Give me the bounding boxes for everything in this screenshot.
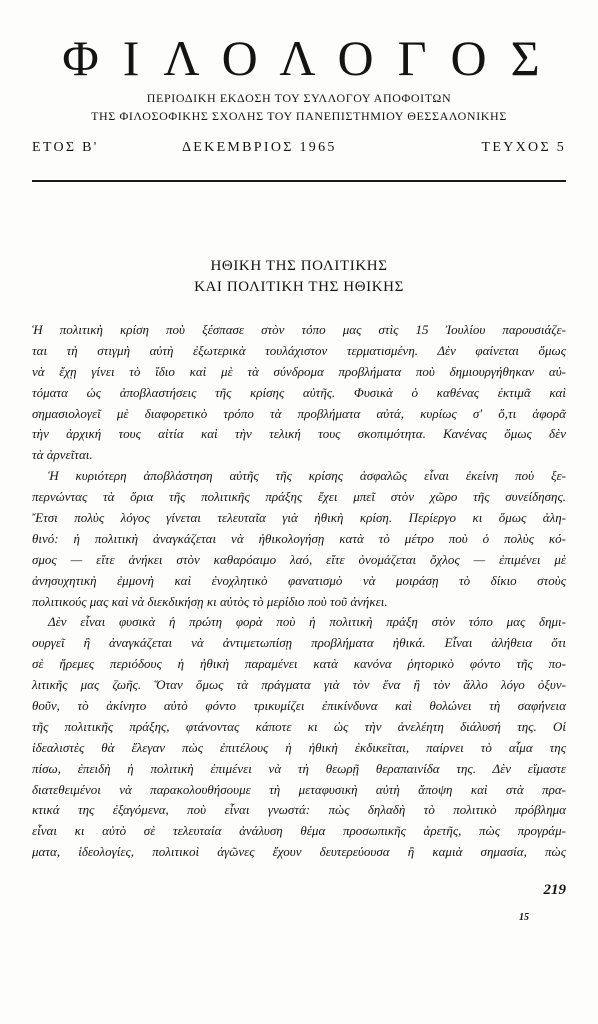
article-body [32, 320, 566, 863]
body-line: σὲ ἤρεμες περιόδους ἡ ἠθικὴ παραμένει κατὰ κανόνα ῥητορικὸ φόντο τῆς πο- [32, 656, 566, 672]
body-line: διατεθειμένοι νὰ παρακολουθήσουμε τὴ μεταφυσικὴ αὐτὴ ἄποψη καὶ στὰ πρα- [32, 781, 566, 797]
body-line: ματα, ἰδεολογίες, πολιτικοὶ ἀγῶνες ἔχουν δευτερεύουσα ἢ καμιὰ σημασία, πὼς [32, 844, 566, 860]
printer-signature-mark: 15 [519, 912, 529, 923]
body-line: περνώντας τὰ ὅρια τῆς πολιτικῆς πράξης ἔχει μπεῖ στὸν χῶρο τῆς συνείδησης. [32, 489, 566, 505]
journal-masthead: ΦΙΛΟΛΟΓΟΣ [62, 30, 564, 86]
body-line: πολιτικούς μας καὶ νὰ διεκδικήσῃ κι αὐτὸς τὸ μερίδιο ποὺ τοῦ ἀνήκει. [32, 593, 388, 609]
body-line: Δὲν εἶναι φυσικὰ ἡ πρώτη φορὰ ποὺ ἡ πολιτικὴ πράξη στὸν τόπο μας δημι- [48, 614, 566, 630]
volume-year: ΕΤΟΣ Β' [32, 140, 99, 155]
body-line: σμος — εἴτε ἀνήκει στὸν καθαρόαιμο λαό, εἴτε ὀνομάζεται ὄχλος — ἐπιμένει μὲ [32, 551, 566, 567]
issue-date: ΔΕΚΕΜΒΡΙΟΣ 1965 [182, 140, 337, 155]
body-line: κτικά της ἐξαγόμενα, ποὺ εἶναι γνωστά: πὼς δηλαδὴ τὸ πολιτικὸ πρόβλημα [32, 802, 566, 818]
publisher-line-1: ΠΕΡΙΟΔΙΚΗ ΕΚΔΟΣΗ ΤΟΥ ΣΥΛΛΟΓΟΥ ΑΠΟΦΟΙΤΩΝ [146, 91, 452, 105]
body-line: ουργεῖ ἢ ἀναγκάζεται νὰ ἀντιμετωπίσῃ προβλήματα ἠθικά. Εἶναι ἀλήθεια ὅτι [32, 635, 566, 651]
body-line: Ἔτσι πολὺς λόγος γίνεται τελευταῖα γιὰ ἠθικὴ κρίση. Περίεργο κι ὅμως ἀλη- [32, 510, 566, 526]
body-line: τόματα ὡς ἀποβλαστήσεις τῆς κρίσης αὐτῆς. Φυσικὰ ὁ καθένας ἐκτιμᾶ καὶ [32, 384, 566, 400]
body-line: τὰ ἀρνεῖται. [32, 447, 93, 463]
header-divider [32, 180, 566, 182]
article-title-line-2: ΚΑΙ ΠΟΛΙΤΙΚΗ ΤΗΣ ΗΘΙΚΗΣ [194, 279, 404, 295]
body-line: σημασιολογεῖ μὲ διαφορετικὸ τρόπο τὰ προβλήματα αὐτά, κυρίως σ' ὅ,τι ἀφορᾶ [32, 405, 566, 421]
body-line: εἶναι κι αὐτὸ σὲ τελευταία ἀνάλυση θέμα προσωπικῆς ἀρετῆς, πὼς προγράμ- [32, 823, 566, 839]
body-line: νὰ ἔχῃ γίνει τὸ ἴδιο καὶ μὲ τὰ σύνδρομα προβλήματα ποὺ δημιουργήθηκαν αὐ- [32, 363, 566, 379]
issue-number: ΤΕΥΧΟΣ 5 [481, 140, 566, 155]
page-number: 219 [543, 882, 566, 898]
body-line: λιτικῆς μας ζωῆς. Ὅταν ὅμως τὰ πράγματα γιὰ τὸν ἕνα ἢ τὸν ἄλλο λόγο ὀξυν- [32, 677, 566, 693]
body-line: ἀνησυχητικὴ ἐμμονὴ καὶ ἐνοχλητικὸ φανατισμὸ νὰ μοιράσῃ τὸ δίκιο στοὺς [32, 572, 566, 588]
body-line: θοῦν, τὸ ἀκίνητο αὐτὸ φόντο τρικυμίζει ἐπικίνδυνα καὶ θολώνει τὴ σαφήνεια [32, 698, 566, 714]
article-title-line-1: ΗΘΙΚΗ ΤΗΣ ΠΟΛΙΤΙΚΗΣ [210, 258, 388, 274]
body-line: Ἡ πολιτικὴ κρίση ποὺ ξέσπασε στὸν τόπο μας στὶς 15 Ἰουλίου παρουσιάζε- [32, 322, 566, 337]
body-line: ἰδεαλιστὲς θὰ ἔλεγαν πὼς ἐπιτέλους ἡ ἠθικὴ ἐκδικεῖται, παίρνει τὸ αἷμα της [32, 739, 566, 755]
body-line: τῆς πολιτικῆς πράξης, φτάνοντας κάποτε κι ὡς τὴν ἀνελέητη διάλυσή της. Οἱ [32, 718, 566, 734]
body-line: πίσω, ἐπειδὴ ἡ πολιτικὴ ἐπιμένει νὰ τὴ θεωρῇ θεραπαινίδα της. Δὲν εἴμαστε [32, 760, 566, 776]
body-line: ται τὴ στιγμὴ αὐτὴ ἐξωτερικὰ τουλάχιστον τερματισμένη. Δὲν φαίνεται ὅμως [32, 342, 566, 358]
body-line: θινό: ἡ πολιτικὴ ἀναγκάζεται νὰ ἠθικολογήσῃ κατὰ τὸ μέτρο ποὺ ὁ πολὺς κό- [32, 530, 566, 546]
publisher-line-2: ΤΗΣ ΦΙΛΟΣΟΦΙΚΗΣ ΣΧΟΛΗΣ ΤΟΥ ΠΑΝΕΠΙΣΤΗΜΙΟΥ ΘΕΣΣΑΛΟΝΙΚΗΣ [91, 109, 507, 123]
body-line: Ἡ κυριότερη ἀποβλάστηση αὐτῆς τῆς κρίσης ἀσφαλῶς εἶναι ἐκείνη ποὺ ξε- [48, 468, 566, 484]
body-line: τὴν ἀρχική τους αἰτία καὶ τὴν τελική τους σκοπιμότητα. Κανένας ὅμως δὲν [32, 426, 566, 442]
